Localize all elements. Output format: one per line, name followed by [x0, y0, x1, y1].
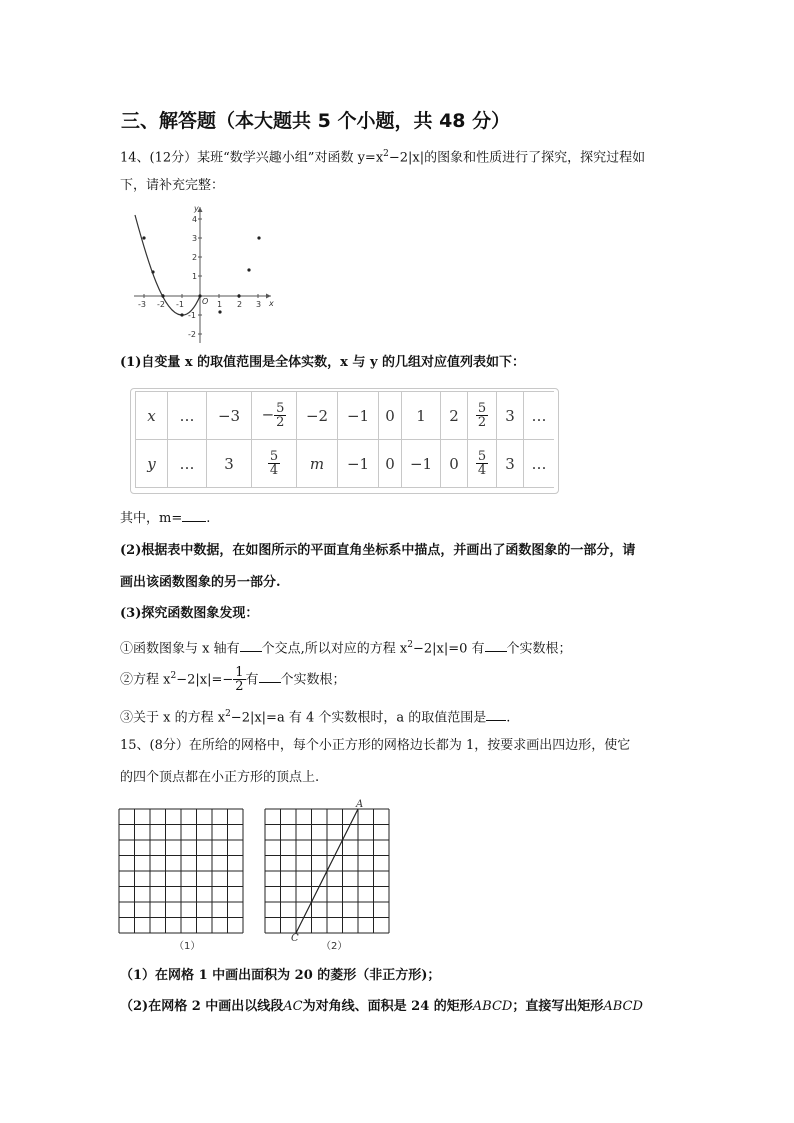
- table-cell: − $\frac{5}{2}$: [252, 392, 297, 440]
- table-cell: $\frac{5}{4}$: [252, 440, 297, 488]
- y-tick-label: 3: [192, 234, 198, 243]
- q15-line2: 的四个顶点都在小正方形的顶点上.: [120, 770, 320, 785]
- x-tick-label: -3: [138, 300, 146, 309]
- table-cell: …: [168, 440, 207, 488]
- table-cell: 3: [497, 440, 524, 488]
- q15-line1: 15、(8分）在所给的网格中，每个小正方形的网格边长都为 1，按要求画出四边形，使它: [120, 738, 631, 753]
- q14-line2: 下，请补充完整：: [120, 178, 225, 193]
- q14-part1: (1)自变量 x 的取值范围是全体实数，x 与 y 的几组对应值列表如下：: [120, 355, 526, 370]
- x-axis-label: x: [269, 299, 274, 308]
- x-tick-label: 2: [237, 300, 243, 309]
- plot-point: [180, 313, 183, 316]
- table-cell: 0: [379, 440, 402, 488]
- table-cell: …: [524, 392, 555, 440]
- q14-item1: ①函数图象与 x 轴有 个交点,所以对应的方程 $x^2-2|x|=0$ 有 个实数根；: [120, 640, 572, 657]
- grid-2-caption: （2）: [321, 941, 348, 952]
- y-tick-label: 1: [192, 272, 198, 281]
- x-tick-label: -1: [176, 300, 184, 309]
- answer-blank[interactable]: [486, 720, 506, 721]
- table-cell: $\frac{5}{2}$: [468, 392, 497, 440]
- answer-blank[interactable]: [182, 521, 206, 522]
- table-cell: …: [168, 392, 207, 440]
- x-tick-label: 3: [256, 300, 262, 309]
- table-cell: 0: [379, 392, 402, 440]
- grid-1-caption: （1）: [174, 941, 201, 952]
- y-tick-label: 2: [192, 253, 198, 262]
- q15-part1: （1）在网格 1 中画出面积为 20 的菱形（非正方形)；: [120, 968, 441, 983]
- table-row: [136, 392, 555, 440]
- table-cell: 3: [497, 392, 524, 440]
- plot-point: [247, 268, 250, 271]
- q14-text: 14、(12分）某班“数学兴趣小组”对函数 y=x: [120, 150, 384, 166]
- answer-blank[interactable]: [240, 651, 262, 652]
- table-cell: −1: [402, 440, 441, 488]
- q14-item2: ②方程 $x^2-2|x|=-$ $\frac{1}{2}$ 有 个实数根；: [120, 665, 346, 695]
- table-cell: −2: [297, 392, 338, 440]
- y-tick-label: 4: [192, 215, 198, 224]
- q14-part2-line1: (2)根据表中数据，在如图所示的平面直角坐标系中描点，并画出了函数图象的一部分，请: [120, 543, 636, 558]
- table-cell: 3: [207, 440, 252, 488]
- table-cell: 1: [402, 392, 441, 440]
- answer-blank[interactable]: [485, 651, 507, 652]
- plot-point: [257, 236, 260, 239]
- function-graph: [128, 203, 278, 345]
- q15-part2: （2)在网格 2 中画出以线段AC为对角线、面积是 24 的矩形ABCD；直接写出矩形ABCD: [120, 999, 643, 1014]
- value-table: [135, 391, 554, 488]
- q14-text-suffix: −2|x|的图象和性质进行了探究，探究过程如: [388, 150, 646, 166]
- q14-part2-line2: 画出该函数图象的另一部分.: [120, 575, 281, 590]
- x-tick-label: 1: [217, 300, 223, 309]
- table-cell: −3: [207, 392, 252, 440]
- q14-item3: ③关于 x 的方程 $x^2-2|x|=a$ 有 4 个实数根时，a 的取值范围是 .: [120, 709, 511, 726]
- table-header: x: [136, 392, 168, 440]
- table-cell: −1: [338, 440, 379, 488]
- x-tick-label: -2: [157, 300, 165, 309]
- y-axis-label: y: [194, 204, 199, 213]
- y-tick-label: -2: [188, 330, 196, 339]
- table-cell: …: [524, 440, 555, 488]
- point-a-label: A: [356, 799, 364, 810]
- q14-part3: (3)探究函数图象发现：: [120, 606, 259, 621]
- section-title: 三、解答题（本大题共 5 个小题，共 48 分）: [121, 110, 511, 132]
- plot-point: [161, 294, 164, 297]
- y-tick-label: -1: [188, 311, 196, 320]
- plot-point: [151, 270, 154, 273]
- plot-point: [237, 294, 240, 297]
- table-cell: $\frac{5}{4}$: [468, 440, 497, 488]
- answer-blank[interactable]: [259, 682, 281, 683]
- grid-2: [264, 808, 390, 934]
- plot-point: [198, 294, 201, 297]
- table-header: y: [136, 440, 168, 488]
- q14-line1: [120, 146, 645, 166]
- plot-point: [142, 236, 145, 239]
- table-cell: 2: [441, 392, 468, 440]
- grid-1: [118, 808, 244, 934]
- table-cell: m: [297, 440, 338, 488]
- plot-point: [218, 310, 221, 313]
- point-c-label: C: [291, 933, 299, 944]
- m-line: 其中，m= .: [120, 511, 211, 526]
- exponent: 2: [383, 149, 389, 159]
- table-cell: −1: [338, 392, 379, 440]
- table-cell: 0: [441, 440, 468, 488]
- origin-label: O: [202, 297, 209, 306]
- table-row: [136, 440, 555, 488]
